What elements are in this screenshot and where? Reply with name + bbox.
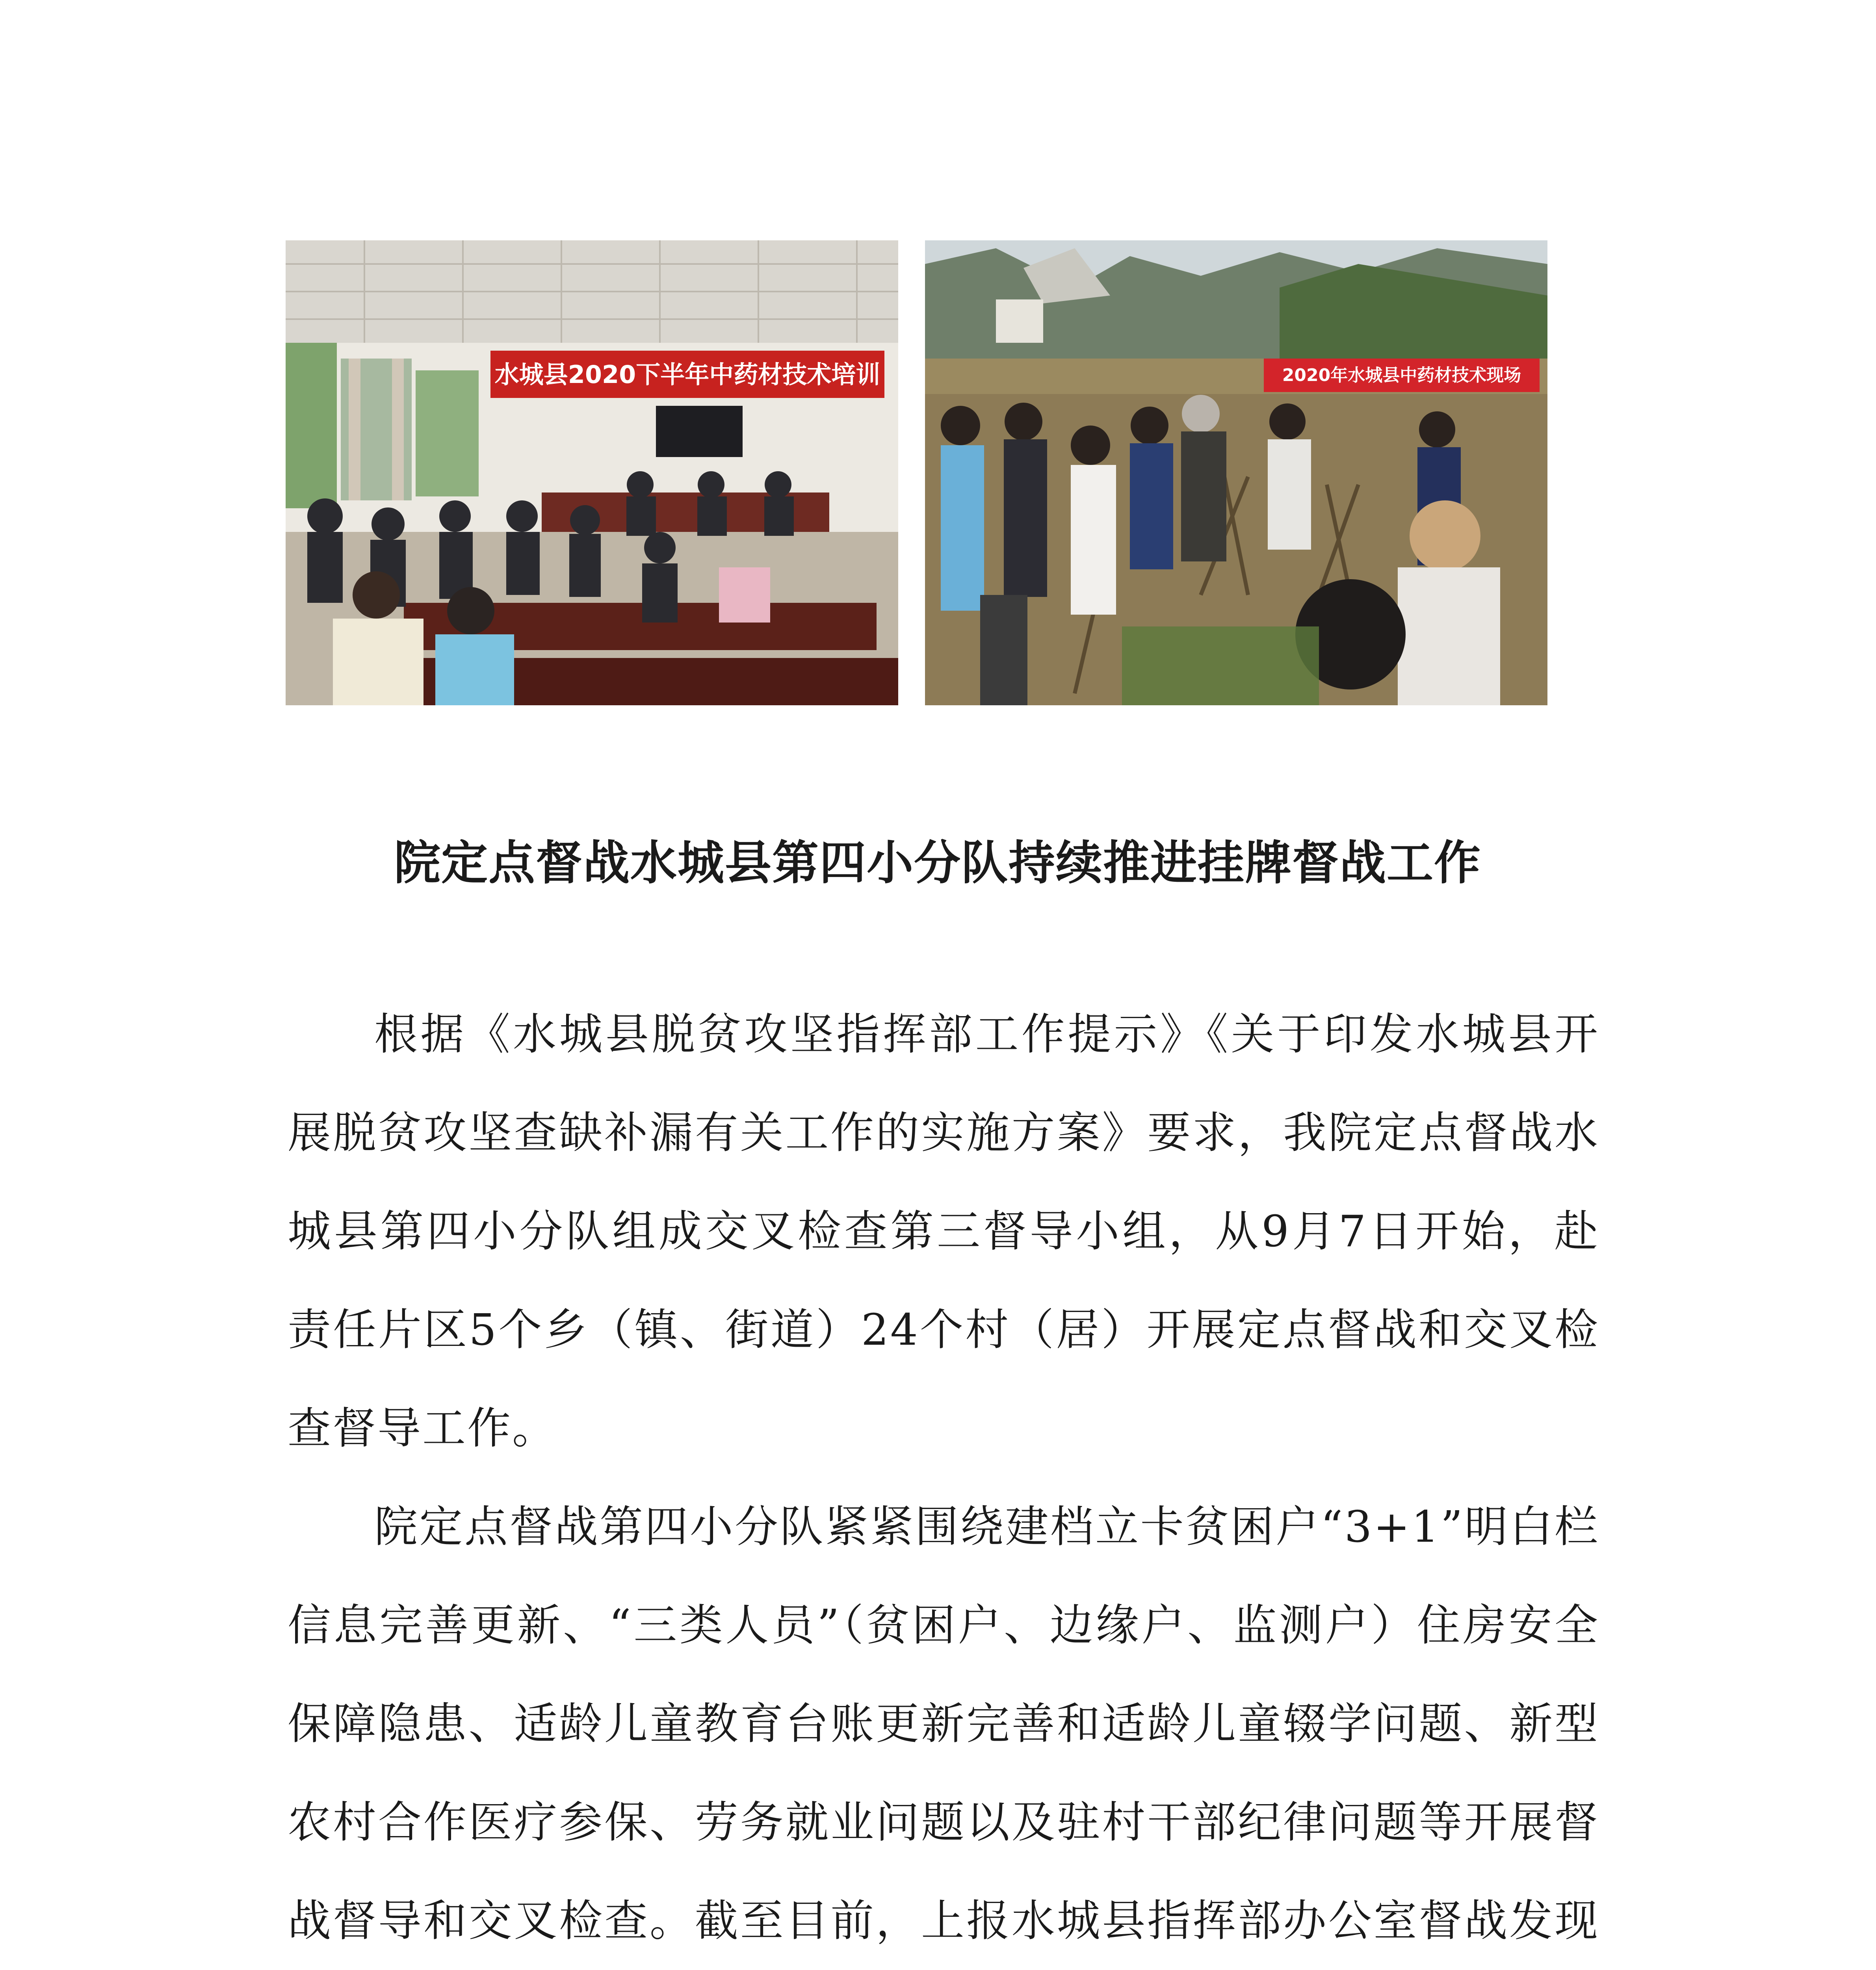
field-training-photo: [925, 240, 1547, 705]
banner-right-text: 2020年水城县中药材技术现场: [1282, 365, 1521, 385]
field-training-image: [925, 240, 1547, 705]
training-meeting-photo: [286, 240, 898, 705]
article-body: [288, 985, 1599, 1970]
paragraph-1: 根据《水城县脱贫攻坚指挥部工作提示》《关于印发水城县开展脱贫攻坚查缺补漏有关工作的实施方案》要求，我院定点督战水城县第四小分队组成交叉检查第三督导小组，从9月7日开始，赴责任片区5个乡（镇、街道）24个村（居）开展定点督战和交叉检查督导工作。: [288, 1009, 1599, 1453]
training-meeting-image: [286, 240, 898, 705]
article-title: 院定点督战水城县第四小分队持续推进挂牌督战工作: [394, 835, 1481, 890]
banner-left-text: 水城县2020下半年中药材技术培训: [494, 360, 880, 389]
paragraph-2: 院定点督战第四小分队紧紧围绕建档立卡贫困户“3+1”明白栏信息完善更新、“三类人员”（贫困户、边缘户、监测户）住房安全保障隐患、适龄儿童教育台账更新完善和适龄儿童辍学问题、新型农村合作医疗参保、劳务就业问题以及驻村干部纪律问题等开展督战督导和交叉检查。截至目前，上报水城县指挥部办公室督战发现: [288, 1502, 1599, 1946]
